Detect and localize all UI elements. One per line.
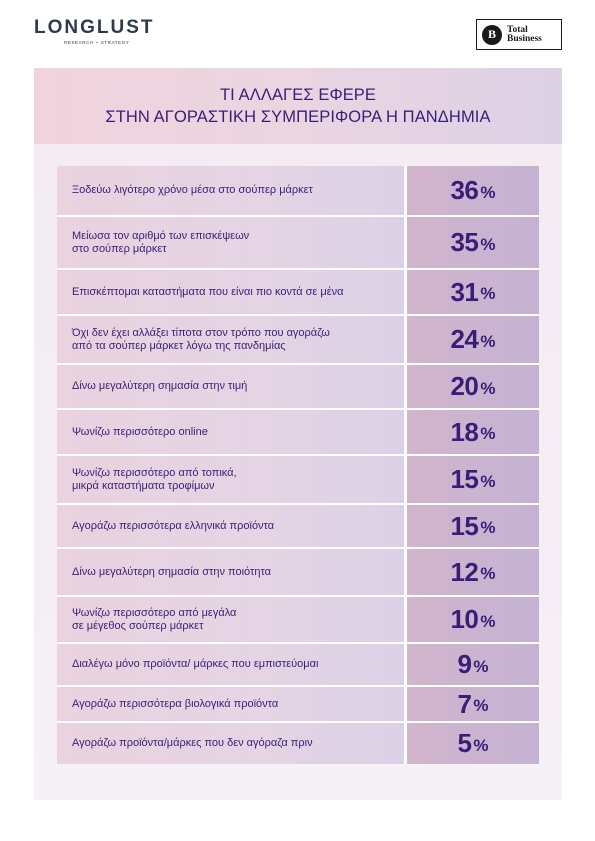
- row-label-cell: [57, 410, 404, 454]
- row-label-cell: [57, 687, 404, 721]
- table-row: [57, 644, 539, 685]
- title-line-2: ΣΤΗΝ ΑΓΟΡΑΣΤΙΚΗ ΣΥΜΠΕΡΙΦΟΡΑ Η ΠΑΝΔΗΜΙΑ: [105, 108, 491, 126]
- percent-sign: %: [480, 611, 496, 631]
- tb-mark-icon: B: [482, 25, 502, 45]
- row-value: 35: [450, 227, 479, 257]
- percent-sign: %: [473, 696, 489, 715]
- row-value: 15: [450, 464, 479, 494]
- table-row: [57, 687, 539, 721]
- tb-line2: Business: [507, 33, 542, 44]
- table-row: [57, 597, 539, 642]
- longlust-logo: [34, 18, 155, 45]
- row-value: 31: [450, 276, 479, 307]
- row-label: Ψωνίζω περισσότερο από μεγάλα σε μέγεθος σούπερ μάρκετ: [72, 606, 237, 632]
- row-label: Δίνω μεγαλύτερη σημασία στην ποιότητα: [72, 565, 271, 578]
- row-label: Αγοράζω περισσότερα βιολογικά προϊόντα: [72, 697, 279, 710]
- row-value: 9: [457, 649, 472, 679]
- row-value-cell: [407, 597, 539, 642]
- longlust-wordmark: LONGLUST: [34, 17, 155, 38]
- row-value: 10: [450, 604, 479, 634]
- percent-sign: %: [480, 284, 496, 303]
- percent-sign: %: [480, 378, 496, 398]
- table-row: [57, 365, 539, 408]
- row-value-cell: [407, 270, 539, 314]
- row-label: Ψωνίζω περισσότερο online: [72, 425, 208, 438]
- row-label-cell: [57, 270, 404, 314]
- table-row: [57, 316, 539, 363]
- row-label: Ψωνίζω περισσότερο από τοπικά, μικρά καταστήματα τροφίμων: [72, 466, 237, 492]
- row-label-cell: [57, 644, 404, 685]
- row-value: 12: [450, 556, 479, 587]
- total-business-logo: [476, 19, 562, 50]
- percent-sign: %: [473, 656, 489, 676]
- row-label: Διαλέγω μόνο προϊόντα/ μάρκες που εμπιστεύομαι: [72, 658, 319, 670]
- table-row: [57, 505, 539, 547]
- row-label-cell: [57, 166, 404, 215]
- row-value: 5: [457, 728, 472, 758]
- row-value-cell: [407, 166, 539, 215]
- table-row: [57, 270, 539, 314]
- row-label-cell: [57, 316, 404, 363]
- percent-sign: %: [480, 471, 496, 491]
- table-row: [57, 217, 539, 268]
- table-row: [57, 410, 539, 454]
- row-label: Αγοράζω περισσότερα ελληνικά προϊόντα: [72, 519, 275, 532]
- row-label: Μείωσα τον αριθμό των επισκέψεων στο σούπερ μάρκετ: [72, 229, 250, 255]
- row-value-cell: [407, 410, 539, 454]
- row-value: 18: [450, 416, 479, 447]
- row-value: 20: [450, 371, 479, 401]
- row-label: Όχι δεν έχει αλλάξει τίποτα στον τρόπο που αγοράζω από τα σούπερ μάρκετ λόγω της πανδημίας: [72, 326, 330, 352]
- percent-sign: %: [480, 518, 496, 537]
- row-value: 7: [457, 688, 472, 719]
- percent-sign: %: [473, 735, 489, 755]
- row-value-cell: [407, 505, 539, 547]
- row-value-cell: [407, 456, 539, 503]
- row-label-cell: [57, 365, 404, 408]
- row-value-cell: [407, 723, 539, 764]
- row-label-cell: [57, 723, 404, 764]
- row-value-cell: [407, 217, 539, 268]
- row-value-cell: [407, 644, 539, 685]
- row-value-cell: [407, 549, 539, 595]
- longlust-tagline: RESEARCH + STRATEGY: [64, 40, 130, 45]
- table-row: [57, 549, 539, 595]
- row-label-cell: [57, 456, 404, 503]
- table-row: [57, 723, 539, 764]
- title-line-1: ΤΙ ΑΛΛΑΓΕΣ ΕΦΕΡΕ: [219, 86, 377, 104]
- row-label-cell: [57, 549, 404, 595]
- percent-sign: %: [480, 564, 496, 583]
- row-label-cell: [57, 217, 404, 268]
- row-label: Επισκέπτομαι καταστήματα που είναι πιο κοντά σε μένα: [72, 285, 344, 298]
- row-value-cell: [407, 687, 539, 721]
- page-title: [34, 84, 562, 128]
- row-value: 15: [450, 510, 479, 541]
- row-label: Ξοδεύω λιγότερο χρόνο μέσα στο σούπερ μάρκετ: [72, 184, 313, 196]
- row-value: 36: [450, 175, 479, 205]
- percent-sign: %: [480, 234, 496, 254]
- table-row: [57, 456, 539, 503]
- row-value-cell: [407, 316, 539, 363]
- tb-wordmark: [507, 26, 542, 44]
- percent-sign: %: [480, 424, 496, 443]
- row-label: Αγοράζω προϊόντα/μάρκες που δεν αγόραζα πριν: [72, 737, 313, 749]
- percent-sign: %: [480, 331, 496, 351]
- row-label-cell: [57, 505, 404, 547]
- table-row: [57, 166, 539, 215]
- row-value: 24: [450, 324, 479, 354]
- row-label: Δίνω μεγαλύτερη σημασία στην τιμή: [72, 380, 248, 392]
- percent-sign: %: [480, 182, 496, 202]
- tb-line1: Total: [507, 24, 528, 35]
- row-value-cell: [407, 365, 539, 408]
- row-label-cell: [57, 597, 404, 642]
